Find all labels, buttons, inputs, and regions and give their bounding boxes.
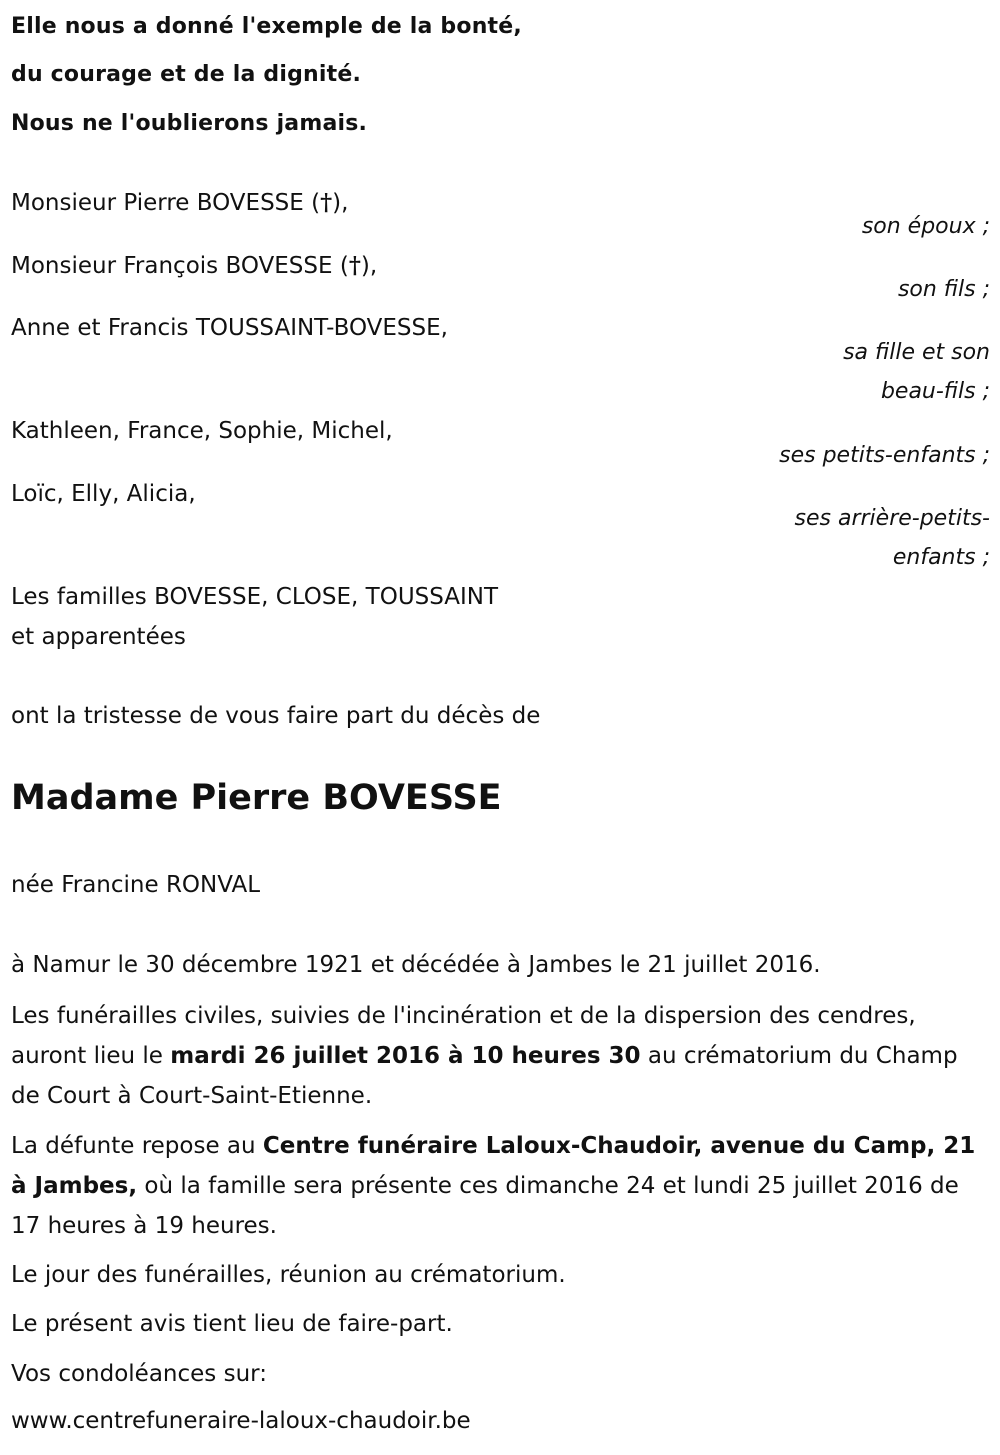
deceased-name: Madame Pierre BOVESSE [11,778,502,818]
family-member-grandchildren: Kathleen, France, Sophie, Michel, [11,418,393,444]
website-link[interactable]: www.centrefuneraire-laloux-chaudoir.be [11,1408,471,1434]
motto-line-2: du courage et de la dignité. [11,62,362,87]
relation-daughter-line-2: beau-fils ; [880,379,990,404]
condolences-label: Vos condoléances sur: [11,1361,267,1387]
announcement: ont la tristesse de vous faire part du décès de [11,703,541,729]
relation-great-grandchildren-line-2: enfants ; [892,545,990,570]
family-member-son: Monsieur François BOVESSE (†), [11,252,378,279]
relation-son: son fils ; [897,277,990,302]
families-line-1: Les familles BOVESSE, CLOSE, TOUSSAINT [11,584,499,610]
notice-line: Le présent avis tient lieu de faire-part. [11,1311,453,1337]
funeral-date: mardi 26 juillet 2016 à 10 heures 30 [170,1043,641,1069]
families-line-2: et apparentées [11,624,186,650]
relation-grandchildren: ses petits-enfants ; [779,443,990,468]
resting-place: Centre funéraire Laloux-Chaudoir, avenue du Camp, 21 à Jambes, [11,1133,976,1199]
birth-death-line: à Namur le 30 décembre 1921 et décédée à Jambes le 21 juillet 2016. [11,952,821,978]
relation-great-grandchildren-line-1: ses arrière-petits- [794,506,990,531]
family-member-great-grandchildren: Loïc, Elly, Alicia, [11,481,196,507]
funeral-paragraph: Les funérailles civiles, suivies de l'incinération et de la dispersion des cendres, auront lieu le mardi 26 juillet 2016 à 10 heures 30 au crématorium du Champ de Court à Court-Saint-Etienne. [11,1003,958,1109]
family-member-daughter: Anne et Francis TOUSSAINT-BOVESSE, [11,315,448,341]
relation-daughter-line-1: sa fille et son [843,340,990,365]
meeting-line: Le jour des funérailles, réunion au crématorium. [11,1262,566,1288]
family-member-husband: Monsieur Pierre BOVESSE (†), [11,189,349,216]
motto-line-3: Nous ne l'oublierons jamais. [11,111,368,136]
cross-icon: † [320,189,333,216]
resting-place-paragraph: La défunte repose au Centre funéraire Laloux-Chaudoir, avenue du Camp, 21 à Jambes, où la famille sera présente ces dimanche 24 et lundi 25 juillet 2016 de 17 heures à 19 heures. [11,1133,976,1239]
relation-husband: son époux ; [861,214,990,239]
born-as: née Francine RONVAL [11,872,261,898]
motto-line-1: Elle nous a donné l'exemple de la bonté, [11,14,522,39]
cross-icon: † [348,252,361,279]
